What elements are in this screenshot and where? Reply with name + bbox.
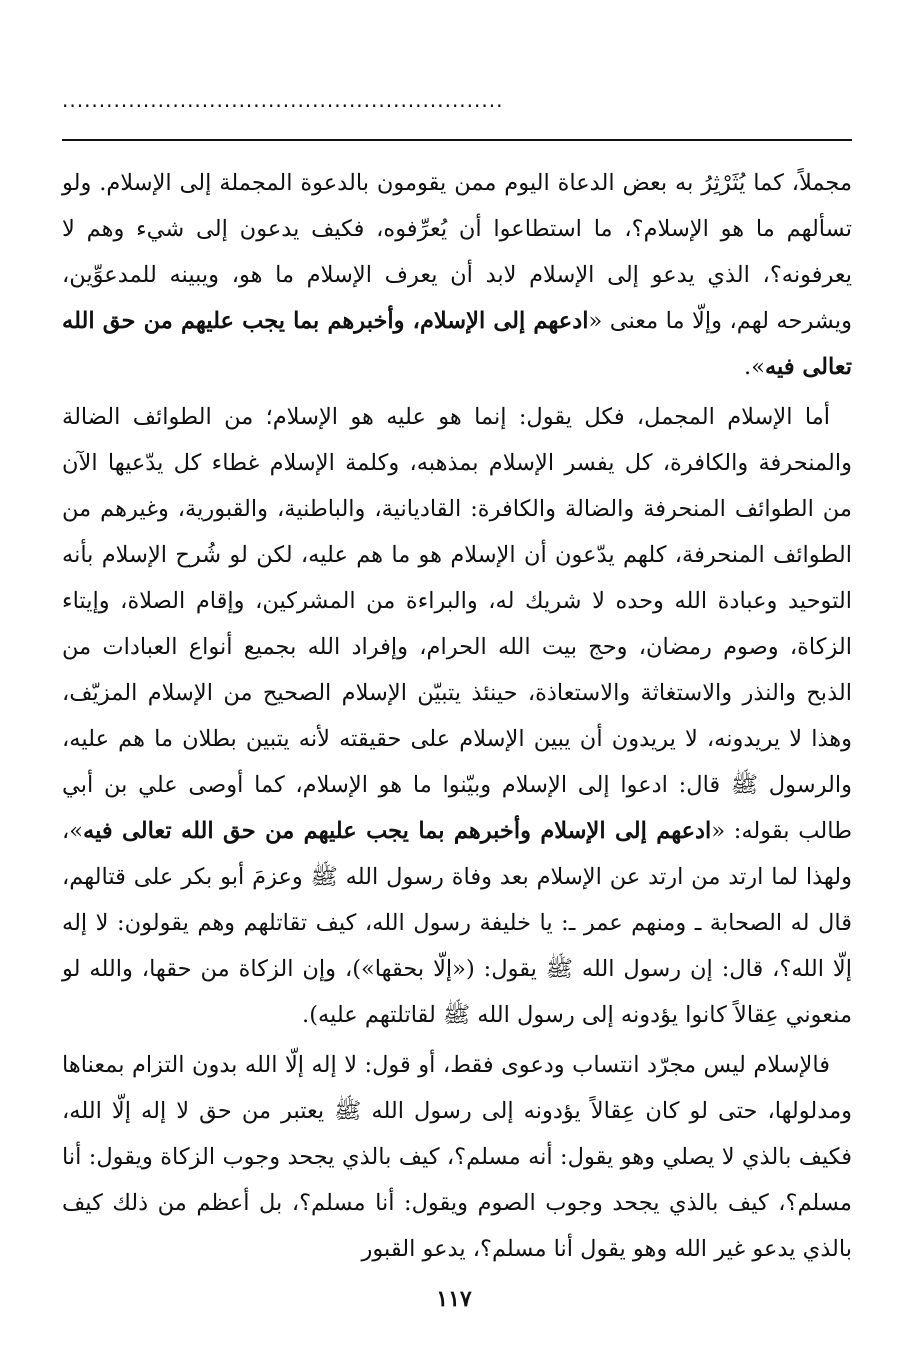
text-segment: »، ولهذا لما ارتد من ارتد عن الإسلام بعد وفاة رسول الله ﷺ وعزمَ أبو بكر على قتالهم، قال له الصحابة ـ ومنهم عمر ـ: يا خليفة رسول الله، كيف تقاتلهم وهم يقولون: لا إله إلّا الله؟، قال: إن رسول الله ﷺ يقول: («إلّا بحقها»)، وإن الزكاة من حقها، والله لو منعوني عِقالاً كانوا يؤدونه إلى رسول الله ﷺ لقاتلتهم عليه). — [62, 818, 852, 1028]
text-segment: أما الإسلام المجمل، فكل يقول: إنما هو عليه هو الإسلام؛ من الطوائف الضالة والمنحرفة والكافرة، كل يفسر الإسلام بمذهبه، وكلمة الإسلام غطاء كل يدّعيها الآن من الطوائف المنحرفة والضالة والكافرة: القاديانية، والباطنية، والقبورية، وغيرهم من الطوائف المنحرفة، كلهم يدّعون أن الإسلام هو ما هم عليه، لكن لو شُرح الإسلام بأنه التوحيد وعبادة الله وحده لا شريك له، والبراءة من المشركين، وإقام الصلاة، وإيتاء الزكاة، وصوم رمضان، وحج بيت الله الحرام، وإفراد الله بجميع أنواع العبادات من الذبح والنذر والاستغاثة والاستعاذة، حينئذ يتبيّن الإسلام الصحيح من الإسلام المزيّف، وهذا لا يريدونه، لا يريدون أن يبين الإسلام على حقيقته لأنه يتبين بطلان ما هم عليه، والرسول ﷺ قال: ادعوا إلى الإسلام وبيّنوا ما هو الإسلام، كما أوصى علي بن أبي طالب بقوله: « — [62, 404, 852, 844]
text-segment: ». — [744, 354, 765, 380]
paragraph — [62, 160, 852, 390]
text-segment: فالإسلام ليس مجرّد انتساب ودعوى فقط، أو قول: لا إله إلّا الله بدون التزام بمعناها ومدلولها، حتى لو كان عِقالاً يؤدونه إلى رسول الله ﷺ يعتبر من حق لا إله إلّا الله، فكيف بالذي لا يصلي وهو يقول: أنه مسلم؟، كيف بالذي يجحد وجوب الزكاة ويقول: أنا مسلم؟، كيف بالذي يجحد وجوب الصوم ويقول: أنا مسلم؟، بل أعظم من ذلك كيف بالذي يدعو غير الله وهو يقول أنا مسلم؟، يدعو القبور — [62, 1052, 852, 1262]
text-segment: مجملاً، كما يُثَرْثِرُ به بعض الدعاة اليوم ممن يقومون بالدعوة المجملة إلى الإسلام. ولو تسألهم ما هو الإسلام؟، ما استطاعوا أن يُعرِّفوه، فكيف يدعون إلى شيء وهم لا يعرفونه؟، الذي يدعو إلى الإسلام لابد أن يعرف الإسلام ما هو، ويبينه للمدعوِّين، ويشرحه لهم، وإلّا ما معنى « — [62, 170, 852, 334]
bold-quote: ادعهم إلى الإسلام، وأخبرهم بما يجب عليهم من حق الله تعالى فيه — [62, 308, 852, 380]
bold-quote: ادعهم إلى الإسلام وأخبرهم بما يجب عليهم من حق الله تعالى فيه — [83, 818, 712, 844]
paragraph — [62, 1042, 852, 1272]
paragraph — [62, 394, 852, 1038]
page-number: ١١٧ — [436, 1286, 472, 1312]
header-rule — [62, 139, 852, 141]
body-text — [62, 160, 852, 1272]
header-dotted-line: ............................................................ — [62, 88, 504, 112]
